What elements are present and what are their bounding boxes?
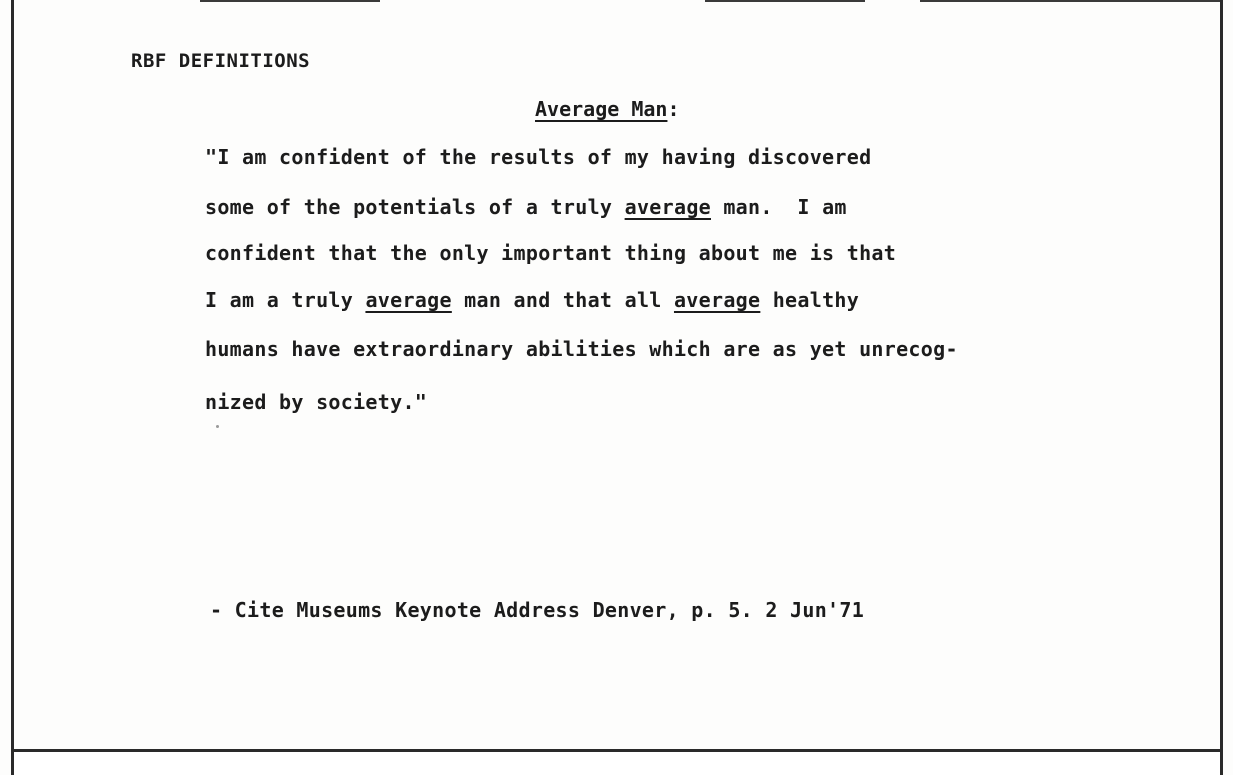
underlined-word: average (624, 195, 711, 219)
underlined-word: average (365, 288, 452, 312)
quote-text: humans have extraordinary abilities which are as yet unrecog- (205, 337, 958, 361)
quote-line (205, 288, 859, 312)
quote-text: "I am confident of the results of my having discovered (205, 145, 872, 169)
underlined-word: average (673, 288, 761, 312)
definition-term (535, 97, 680, 121)
quote-line (205, 195, 847, 219)
top-edge-mark (920, 0, 1220, 2)
next-card-edge (11, 752, 1223, 775)
quote-text: nized by society." (205, 390, 428, 414)
card-header: RBF DEFINITIONS (131, 50, 311, 72)
quote-line (205, 337, 958, 361)
quote-text: man and that all (451, 288, 674, 312)
quote-line (205, 241, 896, 265)
paper-speck (216, 425, 219, 428)
quote-text: confident that the only important thing about me is that (205, 241, 897, 265)
top-edge-mark (705, 0, 865, 2)
citation: - Cite Museums Keynote Address Denver, p. 5. 2 Jun'71 (210, 598, 865, 622)
quote-line (205, 390, 427, 414)
quote-text: I am a truly (205, 288, 366, 312)
quote-text: man. I am (711, 195, 847, 219)
quote-text: healthy (760, 288, 860, 312)
definition-term-colon: : (667, 97, 680, 121)
definition-term-text: Average Man (535, 97, 668, 121)
top-edge-mark (200, 0, 380, 2)
quote-line (205, 145, 871, 169)
quote-text: some of the potentials of a truly (205, 195, 625, 219)
